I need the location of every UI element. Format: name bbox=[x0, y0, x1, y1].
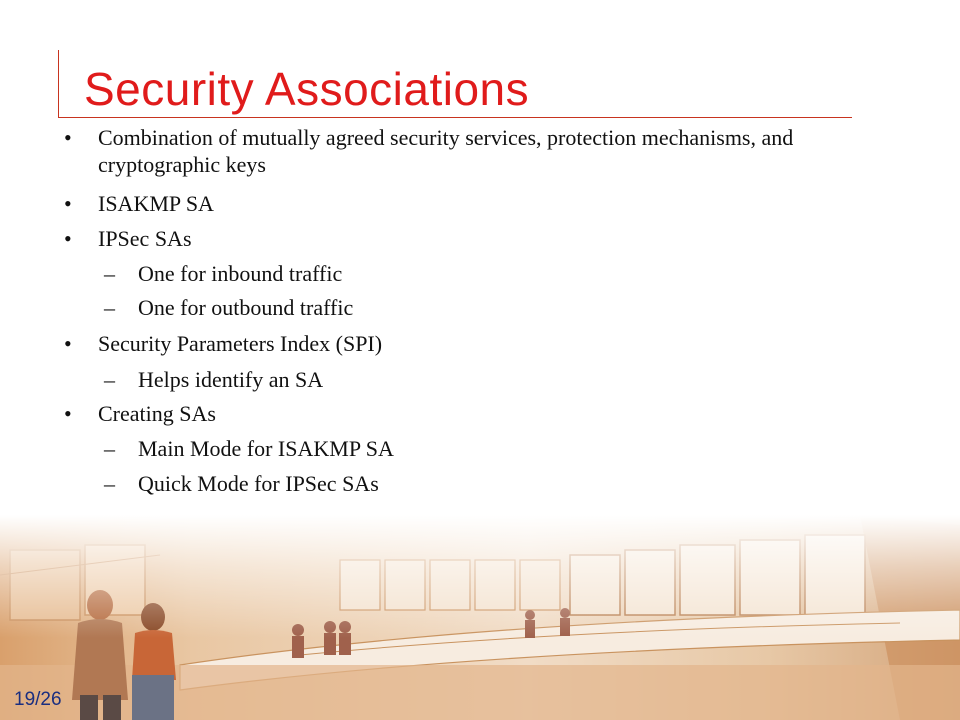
title-vertical-rule bbox=[58, 50, 59, 118]
sub-bullet-text: One for outbound traffic bbox=[138, 295, 354, 320]
bullet-text: Combination of mutually agreed security services, protection mechanisms, and cryptographic keys bbox=[98, 125, 794, 177]
bullet-text: Creating SAs bbox=[98, 401, 216, 426]
sub-bullet-text: Main Mode for ISAKMP SA bbox=[138, 436, 394, 461]
dash-icon: – bbox=[104, 367, 115, 392]
atrium-photo bbox=[0, 515, 960, 720]
dash-icon: – bbox=[104, 436, 115, 461]
title-underline-rule bbox=[58, 117, 852, 118]
dash-icon: – bbox=[104, 295, 115, 320]
sub-bullet-text: Helps identify an SA bbox=[138, 367, 324, 392]
bullet-dot-icon: • bbox=[64, 125, 72, 150]
sub-bullet-text: Quick Mode for IPSec SAs bbox=[138, 471, 379, 496]
bullet-text: ISAKMP SA bbox=[98, 191, 214, 216]
bullet-dot-icon: • bbox=[64, 226, 72, 251]
dash-icon: – bbox=[104, 471, 115, 496]
bullet-text: IPSec SAs bbox=[98, 226, 192, 251]
page-number: 19/26 bbox=[14, 689, 62, 710]
dash-icon: – bbox=[104, 261, 115, 286]
bullet-dot-icon: • bbox=[64, 401, 72, 426]
slide-title: Security Associations bbox=[84, 63, 530, 115]
bullet-dot-icon: • bbox=[64, 331, 72, 356]
bullet-text: Security Parameters Index (SPI) bbox=[98, 331, 383, 356]
bullet-dot-icon: • bbox=[64, 191, 72, 216]
sub-bullet-text: One for inbound traffic bbox=[138, 261, 343, 286]
